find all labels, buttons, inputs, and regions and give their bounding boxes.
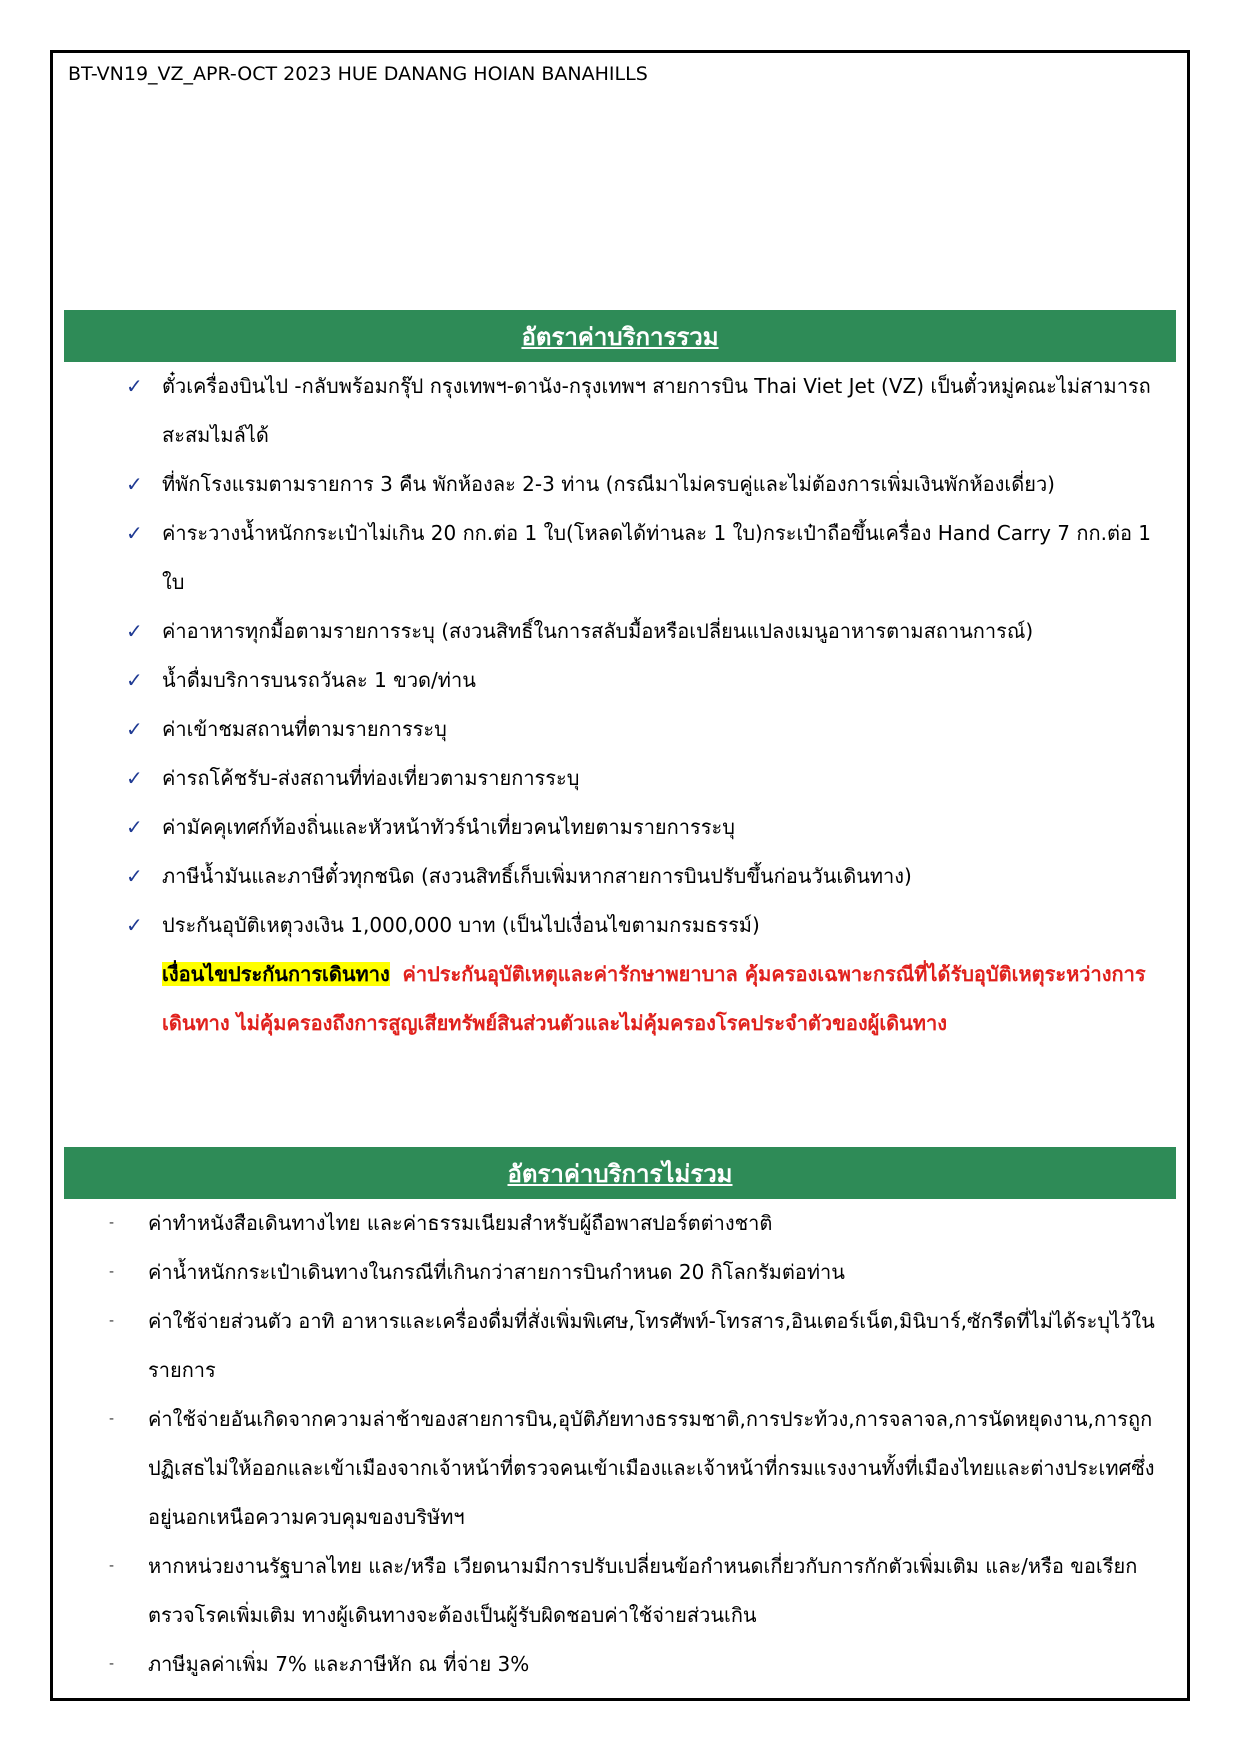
insurance-condition-label: เงื่อนไขประกันการเดินทาง bbox=[162, 962, 390, 986]
excluded-list bbox=[64, 1199, 1176, 1689]
list-item: ✓ ตั๋วเครื่องบินไป -กลับพร้อมกรุ๊ป กรุงเทพฯ-ดานัง-กรุงเทพฯ สายการบิน Thai Viet Jet (VZ) เป็นตั๋วหมู่คณะไม่สามารถสะสมไมล์ได้ bbox=[64, 362, 1176, 460]
dash-bullet-icon: - bbox=[109, 1656, 115, 1672]
insurance-condition bbox=[64, 950, 1176, 1048]
check-icon: ✓ bbox=[126, 766, 143, 790]
document-frame bbox=[50, 50, 1190, 1701]
excluded-title: อัตราค่าบริการไม่รวม bbox=[507, 1159, 733, 1188]
check-icon: ✓ bbox=[126, 864, 143, 888]
list-item: - ภาษีมูลค่าเพิ่ม 7% และภาษีหัก ณ ที่จ่าย 3% bbox=[64, 1640, 1176, 1689]
included-list bbox=[64, 362, 1176, 1048]
list-item: - ค่าใช้จ่ายอันเกิดจากความล่าช้าของสายการบิน,อุบัติภัยทางธรรมชาติ,การประท้วง,การจลาจล,การนัดหยุดงาน,การถูกปฏิเสธไม่ให้ออกและเข้าเมืองจากเจ้าหน้าที่ตรวจคนเข้าเมืองและเจ้าหน้าที่กรมแรงงานทั้งที่เมืองไทยและต่างประเทศซึ่งอยู่นอกเหนือความควบคุมของบริษัทฯ bbox=[64, 1395, 1176, 1542]
list-item: ✓ น้ำดื่มบริการบนรถวันละ 1 ขวด/ท่าน bbox=[64, 656, 1176, 705]
check-icon: ✓ bbox=[126, 913, 143, 937]
document-code: BT-VN19_VZ_APR-OCT 2023 HUE DANANG HOIAN BANAHILLS bbox=[68, 63, 648, 85]
list-item: - ค่าทำหนังสือเดินทางไทย และค่าธรรมเนียมสำหรับผู้ถือพาสปอร์ตต่างชาติ bbox=[64, 1199, 1176, 1248]
list-item: ✓ ภาษีน้ำมันและภาษีตั๋วทุกชนิด (สงวนสิทธิ์เก็บเพิ่มหากสายการบินปรับขึ้นก่อนวันเดินทาง) bbox=[64, 852, 1176, 901]
list-item: ✓ ค่าเข้าชมสถานที่ตามรายการระบุ bbox=[64, 705, 1176, 754]
dash-bullet-icon: - bbox=[109, 1558, 115, 1574]
check-icon: ✓ bbox=[126, 815, 143, 839]
check-icon: ✓ bbox=[126, 472, 143, 496]
included-title: อัตราค่าบริการรวม bbox=[521, 322, 719, 351]
check-icon: ✓ bbox=[126, 521, 143, 545]
dash-bullet-icon: - bbox=[109, 1264, 115, 1280]
dash-bullet-icon: - bbox=[109, 1215, 115, 1231]
check-icon: ✓ bbox=[126, 668, 143, 692]
list-item: ✓ ประกันอุบัติเหตุวงเงิน 1,000,000 บาท (เป็นไปเงื่อนไขตามกรมธรรม์) bbox=[64, 901, 1176, 950]
check-icon: ✓ bbox=[126, 619, 143, 643]
list-item: - ค่าน้ำหนักกระเป๋าเดินทางในกรณีที่เกินกว่าสายการบินกำหนด 20 กิโลกรัมต่อท่าน bbox=[64, 1248, 1176, 1297]
list-item: ✓ ค่ามัคคุเทศก์ท้องถิ่นและหัวหน้าทัวร์นำเที่ยวคนไทยตามรายการระบุ bbox=[64, 803, 1176, 852]
list-item: - หากหน่วยงานรัฐบาลไทย และ/หรือ เวียดนามมีการปรับเปลี่ยนข้อกำหนดเกี่ยวกับการกักตัวเพิ่มเติม และ/หรือ ขอเรียกตรวจโรคเพิ่มเติม ทางผู้เดินทางจะต้องเป็นผู้รับผิดชอบค่าใช้จ่ายส่วนเกิน bbox=[64, 1542, 1176, 1640]
excluded-header bbox=[64, 1147, 1176, 1199]
list-item: ✓ ค่าระวางน้ำหนักกระเป๋าไม่เกิน 20 กก.ต่อ 1 ใบ(โหลดได้ท่านละ 1 ใบ)กระเป๋าถือขึ้นเครื่อง Hand Carry 7 กก.ต่อ 1 ใบ bbox=[64, 509, 1176, 607]
list-item: ✓ ที่พักโรงแรมตามรายการ 3 คืน พักห้องละ 2-3 ท่าน (กรณีมาไม่ครบคู่และไม่ต้องการเพิ่มเงินพักห้องเดี่ยว) bbox=[64, 460, 1176, 509]
included-header bbox=[64, 310, 1176, 362]
dash-bullet-icon: - bbox=[109, 1411, 115, 1427]
dash-bullet-icon: - bbox=[109, 1313, 115, 1329]
list-item: ✓ ค่าอาหารทุกมื้อตามรายการระบุ (สงวนสิทธิ์ในการสลับมื้อหรือเปลี่ยนแปลงเมนูอาหารตามสถานการณ์) bbox=[64, 607, 1176, 656]
list-item: - ค่าใช้จ่ายส่วนตัว อาทิ อาหารและเครื่องดื่มที่สั่งเพิ่มพิเศษ,โทรศัพท์-โทรสาร,อินเตอร์เน็ต,มินิบาร์,ซักรีดที่ไม่ได้ระบุไว้ในรายการ bbox=[64, 1297, 1176, 1395]
list-item: ✓ ค่ารถโค้ชรับ-ส่งสถานที่ท่องเที่ยวตามรายการระบุ bbox=[64, 754, 1176, 803]
check-icon: ✓ bbox=[126, 374, 143, 398]
check-icon: ✓ bbox=[126, 717, 143, 741]
insurance-condition-text: ค่าประกันอุบัติเหตุและค่ารักษาพยาบาล คุ้มครองเฉพาะกรณีที่ได้รับอุบัติเหตุระหว่างการเดินทาง ไม่คุ้มครองถึงการสูญเสียทรัพย์สินส่วนตัวและไม่คุ้มครองโรคประจำตัวของผู้เดินทาง bbox=[162, 962, 1146, 1035]
